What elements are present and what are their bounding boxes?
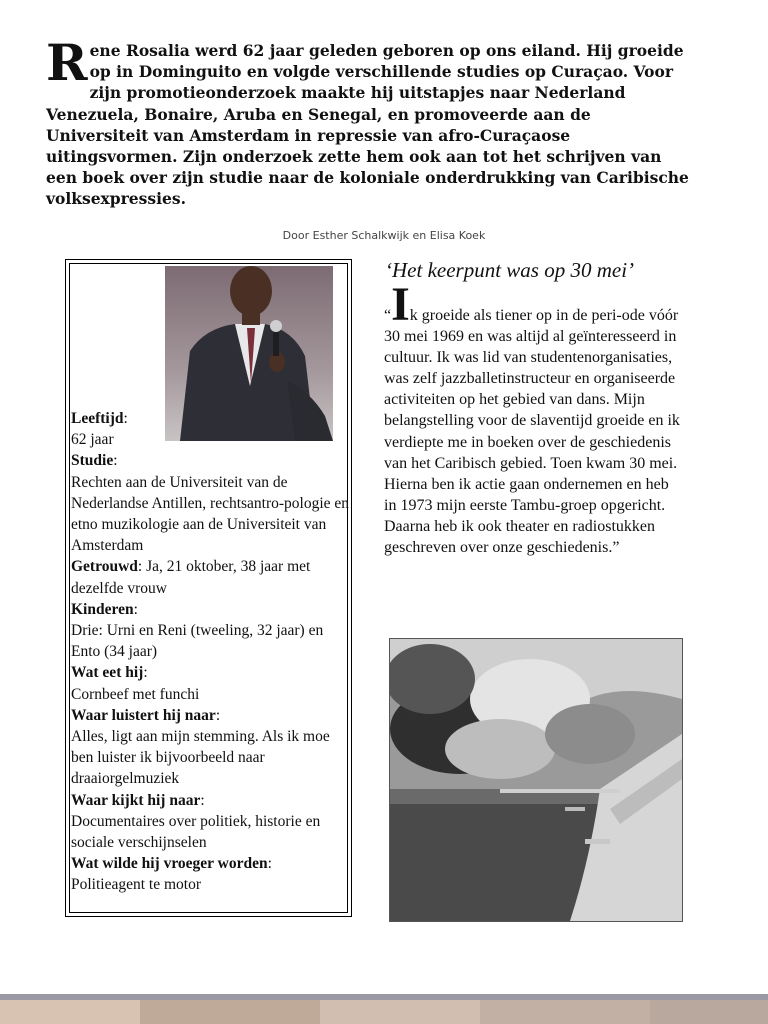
intro-text: ene Rosalia werd 62 jaar geleden geboren op ons eiland. Hij groeide op in Dominguito en volgde verschillende studies op Curaçao. Voor zijn promotieonderzoek maakte hij uitstapjes naar Nederland Venezuela, Bonaire, Aruba en Senegal, en promoveerde aan de Universiteit van Amsterdam in repressie van afro-Curaçaose uitingsvormen. Zijn onderzoek zette hem ook aan tot het schrijven van een boek over zijn studie naar de koloniale onderdrukking van Caribische volksexpressies. [46,41,689,209]
fact-label: Wat eet hij [71,664,144,682]
facts-list [71,408,353,896]
byline: Door Esther Schalkwijk en Elisa Koek [282,229,486,242]
fact-item: Wat eet hij: Cornbeef met funchi [71,664,200,703]
intro-paragraph [46,33,696,210]
fact-label: Getrouwd [71,558,138,576]
fact-label: Waar luistert hij naar [71,706,216,724]
fact-label: Waar kijkt hij naar [71,791,201,809]
fact-value: Drie: Urni en Reni (tweeling, 32 jaar) en Ento (34 jaar) [71,622,324,661]
fact-item: Leeftijd: 62 jaar [71,410,128,449]
fact-item: Waar kijkt hij naar: Documentaires over politiek, historie en sociale verschijnselen [71,791,321,852]
fact-label: Leeftijd [71,410,124,427]
quote-open-mark: “ [384,307,392,324]
fact-item: Kinderen: Drie: Urni en Reni (tweeling, 32 jaar) en Ento (34 jaar) [71,600,324,661]
fact-label: Wat wilde hij vroeger worden [71,855,268,873]
quote-dropcap: I [391,278,410,331]
profile-box-inner [69,263,348,913]
quote-heading: ‘Het keerpunt was op 30 mei’ [385,258,635,282]
fact-value: Rechten aan de Universiteit van de Nederlandse Antillen, rechtsantro-pologie en etno muzikologie aan de Universiteit van Amsterdam [71,473,350,555]
quote-paragraph [384,278,684,558]
quote-text: k groeide als tiener op in de peri-ode vóór 30 mei 1969 en was altijd al geïnteresseerd in cultuur. Ik was lid van studentenorganisaties, was zelf jazzballetinstructeur en organiseerde activiteiten op het gebied van dans. Mijn belangstelling voor de slaventijd groeide en ik verdiepte me in boeken over de geschiedenis van het Caribisch gebied. Toen kwam 30 mei. Hierna ben ik actie gaan ondernemen en heb in 1973 mijn eerste Tambu-groep opgericht. Daarna heb ik ook theater en radiostukken geschreven over onze geschiedenis.” [384,307,680,557]
intro-dropcap: R [46,33,88,92]
fact-label: Kinderen [71,600,134,618]
bottom-decorative-strip [0,994,768,1024]
fact-value: Ja, 21 oktober, 38 jaar met dezelfde vrouw [71,558,311,597]
fact-value: Cornbeef met funchi [71,685,200,703]
fact-item: Getrouwd: Ja, 21 oktober, 38 jaar met dezelfde vrouw [71,558,311,597]
fact-value: Alles, ligt aan mijn stemming. Als ik moe ben luister ik bijvoorbeeld naar draaiorgelmuziek [71,728,330,788]
profile-box [65,259,352,917]
fact-value: Documentaires over politiek, historie en sociale verschijnselen [71,812,321,852]
fact-item: Studie: Rechten aan de Universiteit van de Nederlandse Antillen, rechtsantro-pologie en etno muzikologie aan de Universiteit van Amsterdam [71,452,350,555]
fact-value: 62 jaar [71,431,114,449]
fact-item: Wat wilde hij vroeger worden: Politieagent te motor [71,855,272,894]
fact-item: Waar luistert hij naar: Alles, ligt aan mijn stemming. Als ik moe ben luister ik bijvoorbeeld naar draaiorgelmuziek [71,706,330,788]
fact-label: Studie [71,452,114,470]
fact-value: Politieagent te motor [71,876,202,894]
harbor-fire-photo [389,638,683,922]
